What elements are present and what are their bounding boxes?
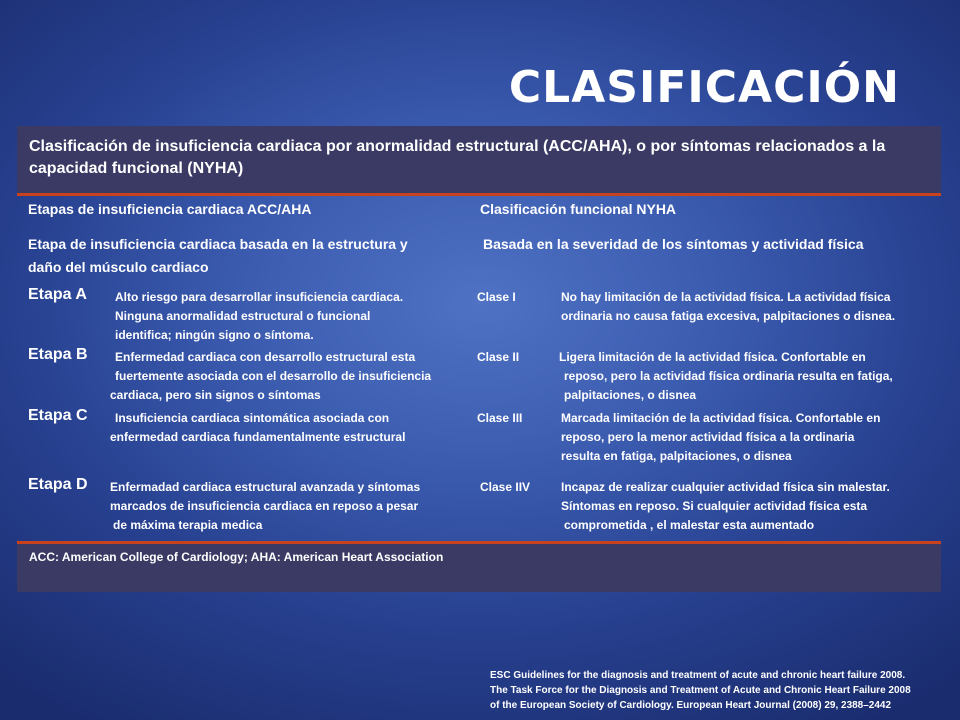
class-label: Clase III	[477, 411, 523, 425]
reference-line: The Task Force for the Diagnosis and Treatment of Acute and Chronic Heart Failure 2008	[490, 685, 911, 696]
header-band	[17, 126, 941, 196]
stage-desc-line: de máxima terapia medica	[113, 518, 263, 532]
stage-desc-line: Alto riesgo para desarrollar insuficiencia cardiaca.	[115, 290, 404, 304]
class-desc-line: Síntomas en reposo. Si cualquier actividad física esta	[561, 499, 868, 513]
class-label: Clase I	[477, 290, 516, 304]
stage-desc-line: identifica; ningún signo o síntoma.	[115, 328, 314, 342]
footnote-band	[17, 541, 941, 592]
reference-line: of the European Society of Cardiology. European Heart Journal (2008) 29, 2388–2442	[490, 700, 892, 711]
left-column-desc-line-1: Etapa de insuficiencia cardiaca basada en la estructura y	[28, 236, 408, 252]
stage-desc-line: Ninguna anormalidad estructural o funcional	[115, 309, 371, 323]
class-label: Clase II	[477, 350, 520, 364]
class-desc-line: resulta en fatiga, palpitaciones, o disnea	[561, 449, 792, 463]
header-text: Clasificación de insuficiencia cardiaca por anormalidad estructural (ACC/AHA), o por síntomas relacionados a la capacidad funcional (NYHA)	[29, 138, 886, 177]
reference-citation	[490, 668, 911, 713]
stage-desc-line: fuertemente asociada con el desarrollo de insuficiencia	[115, 369, 432, 383]
right-column-heading: Clasificación funcional NYHA	[480, 201, 677, 217]
stage-label: Etapa D	[28, 476, 88, 493]
class-desc-line: Marcada limitación de la actividad física. Confortable en	[561, 411, 881, 425]
footnote-text: ACC: American College of Cardiology; AHA: American Heart Association	[29, 550, 444, 564]
class-desc-line: Ligera limitación de la actividad física. Confortable en	[559, 350, 866, 364]
stage-desc-line: cardiaca, pero sin signos o síntomas	[110, 388, 321, 402]
class-desc-line: reposo, pero la actividad física ordinaria resulta en fatiga,	[564, 369, 893, 383]
class-desc-line: No hay limitación de la actividad física. La actividad física	[561, 290, 891, 304]
left-column-heading: Etapas de insuficiencia cardiaca ACC/AHA	[28, 201, 312, 217]
stage-desc-line: Insuficiencia cardiaca sintomática asociada con	[115, 411, 390, 425]
stage-label: Etapa A	[28, 286, 87, 303]
stage-desc-line: enfermedad cardiaca fundamentalmente estructural	[110, 430, 406, 444]
class-label: Clase IIV	[480, 480, 531, 494]
stage-label: Etapa C	[28, 407, 88, 424]
reference-line: ESC Guidelines for the diagnosis and treatment of acute and chronic heart failure 2008.	[490, 670, 906, 681]
stage-desc-line: marcados de insuficiencia cardiaca en reposo a pesar	[110, 499, 419, 513]
stage-desc-line: Enfermedad cardiaca con desarrollo estructural esta	[115, 350, 416, 364]
slide-title: CLASIFICACIÓN	[508, 62, 900, 113]
stage-desc-line: Enfermadad cardiaca estructural avanzada y síntomas	[110, 480, 421, 494]
class-desc-line: palpitaciones, o disnea	[564, 388, 697, 402]
class-desc-line: comprometida , el malestar esta aumentado	[564, 518, 815, 532]
class-desc-line: Incapaz de realizar cualquier actividad física sin malestar.	[561, 480, 890, 494]
right-column-desc: Basada en la severidad de los síntomas y actividad física	[483, 236, 864, 252]
class-desc-line: ordinaria no causa fatiga excesiva, palpitaciones o disnea.	[561, 309, 896, 323]
class-desc-line: reposo, pero la menor actividad física a la ordinaria	[561, 430, 855, 444]
stage-label: Etapa B	[28, 346, 88, 363]
left-column-desc-line-2: daño del músculo cardiaco	[28, 259, 209, 275]
